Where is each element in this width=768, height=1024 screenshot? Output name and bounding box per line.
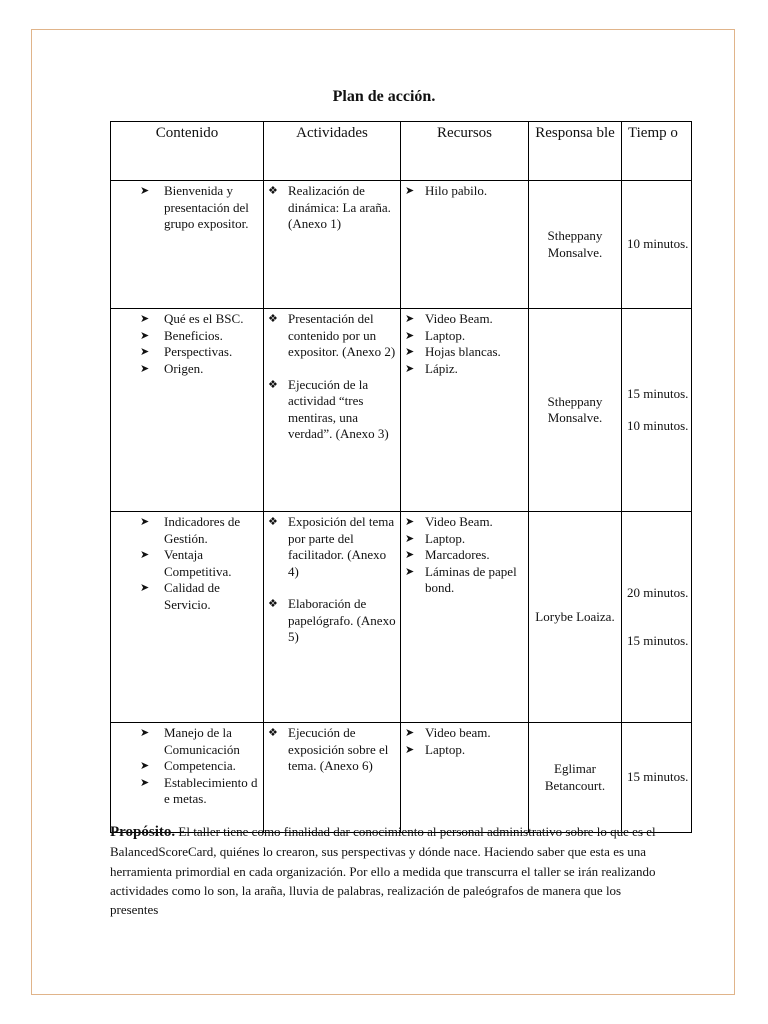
action-plan-table (110, 121, 692, 833)
diamond-bullet-icon: ❖ (268, 727, 278, 739)
table-row (111, 181, 692, 309)
list-item: ➤ Bienvenida y presentación del grupo expositor. (140, 183, 249, 231)
arrow-bullet-icon: ➤ (405, 727, 415, 739)
cell-recursos (401, 512, 529, 723)
cell-responsable: Eglimar Betancourt. (529, 723, 622, 833)
list-item: ➤ Laptop. (405, 530, 466, 546)
proposito-paragraph (110, 822, 670, 919)
diamond-bullet-icon: ❖ (268, 516, 278, 528)
cell-tiempo: 10 minutos. (622, 181, 692, 309)
header-recursos: Recursos (401, 122, 529, 181)
list-item: ❖ Exposición del tema por parte del facilitador. (Anexo 4) (268, 514, 395, 579)
cell-responsable: Stheppany Monsalve. (529, 181, 622, 309)
list-item: ❖ Realización de dinámica: La araña. (Anexo 1) (268, 183, 391, 231)
arrow-bullet-icon: ➤ (405, 346, 415, 358)
cell-recursos (401, 723, 529, 833)
list-item: ➤ Hilo pabilo. (405, 183, 488, 198)
list-item: ➤ Laptop. (405, 741, 466, 757)
list-item: ➤ Video Beam. (405, 514, 493, 529)
arrow-bullet-icon: ➤ (405, 743, 415, 756)
list-item: ➤ Video beam. (405, 725, 491, 740)
cell-contenido (111, 512, 264, 723)
arrow-bullet-icon: ➤ (140, 346, 150, 358)
header-responsable: Responsa ble (529, 122, 622, 181)
arrow-bullet-icon: ➤ (140, 549, 150, 561)
arrow-bullet-icon: ➤ (140, 313, 150, 325)
list-item: ➤ Beneficios. (140, 327, 223, 343)
cell-actividades (264, 512, 401, 723)
list-item: ❖ Presentación del contenido por un expositor. (Anexo 2) (268, 311, 396, 359)
proposito-label: Propósito. (110, 824, 176, 840)
arrow-bullet-icon: ➤ (140, 582, 150, 594)
header-contenido: Contenido (111, 122, 264, 181)
arrow-bullet-icon: ➤ (405, 185, 415, 197)
list-item: ❖ Ejecución de exposición sobre el tema. (Anexo 6) (268, 725, 389, 773)
arrow-bullet-icon: ➤ (405, 532, 415, 545)
list-item: ➤ Lápiz. (405, 360, 458, 376)
cell-actividades (264, 309, 401, 512)
arrow-bullet-icon: ➤ (405, 565, 415, 578)
cell-responsable: Lorybe Loaiza. (529, 512, 622, 723)
proposito-text: El taller tiene como finalidad dar conocimiento al personal administrativo sobre lo que es el BalancedScoreCard, quiénes lo crearon, sus perspectivas y dónde nace. Haciendo saber que esta es una herramienta primordial en cada organización. Por ello a medida que transcurra el taller se irán realizando actividades como lo son, la araña, lluvia de palabras, realización de paleógrafos de manera que los presentes (110, 824, 656, 918)
list-item: ❖ Ejecución de la actividad “tres mentiras, una verdad”. (Anexo 3) (268, 376, 389, 441)
cell-responsable: Stheppany Monsalve. (529, 309, 622, 512)
cell-actividades (264, 181, 401, 309)
diamond-bullet-icon: ❖ (268, 313, 278, 325)
arrow-bullet-icon: ➤ (405, 549, 415, 561)
diamond-bullet-icon: ❖ (268, 378, 278, 391)
list-item: ➤ Origen. (140, 360, 204, 376)
arrow-bullet-icon: ➤ (140, 727, 150, 739)
cell-recursos (401, 309, 529, 512)
cell-contenido (111, 181, 264, 309)
cell-tiempo: 15 minutos. 10 minutos. (622, 309, 692, 512)
arrow-bullet-icon: ➤ (405, 329, 415, 342)
list-item: ➤ Láminas de papel bond. (405, 563, 517, 595)
table-row (111, 512, 692, 723)
cell-recursos (401, 181, 529, 309)
table-row (111, 309, 692, 512)
header-actividades: Actividades (264, 122, 401, 181)
cell-contenido (111, 309, 264, 512)
arrow-bullet-icon: ➤ (405, 362, 415, 375)
list-item: ➤ Perspectivas. (140, 344, 233, 359)
list-item: ➤ Marcadores. (405, 547, 490, 562)
arrow-bullet-icon: ➤ (140, 185, 150, 197)
list-item: ➤ Laptop. (405, 327, 466, 343)
arrow-bullet-icon: ➤ (140, 760, 150, 772)
table-header-row (111, 122, 692, 181)
cell-tiempo: 15 minutos. (622, 723, 692, 833)
list-item: ➤ Establecimiento de metas. (140, 774, 258, 806)
list-item: ➤ Ventaja Competitiva. (140, 547, 232, 579)
arrow-bullet-icon: ➤ (140, 516, 150, 528)
arrow-bullet-icon: ➤ (405, 516, 415, 528)
list-item: ❖ Elaboración de papelógrafo. (Anexo 5) (268, 596, 396, 644)
cell-tiempo: 20 minutos. 15 minutos. (622, 512, 692, 723)
list-item: ➤ Indicadores de Gestión. (140, 514, 241, 546)
list-item: ➤ Manejo de la Comunicación (140, 725, 240, 757)
document-title: Plan de acción. (332, 88, 436, 105)
list-item: ➤ Qué es el BSC. (140, 311, 244, 326)
cell-actividades (264, 723, 401, 833)
table-row (111, 723, 692, 833)
cell-contenido (111, 723, 264, 833)
diamond-bullet-icon: ❖ (268, 598, 278, 610)
list-item: ➤ Competencia. (140, 758, 236, 773)
list-item: ➤ Hojas blancas. (405, 344, 501, 359)
list-item: ➤ Video Beam. (405, 311, 493, 326)
arrow-bullet-icon: ➤ (140, 329, 150, 342)
diamond-bullet-icon: ❖ (268, 185, 278, 197)
arrow-bullet-icon: ➤ (140, 362, 150, 375)
arrow-bullet-icon: ➤ (140, 776, 150, 789)
arrow-bullet-icon: ➤ (405, 313, 415, 325)
list-item: ➤ Calidad de Servicio. (140, 580, 220, 612)
header-tiempo: Tiemp o (622, 122, 692, 181)
